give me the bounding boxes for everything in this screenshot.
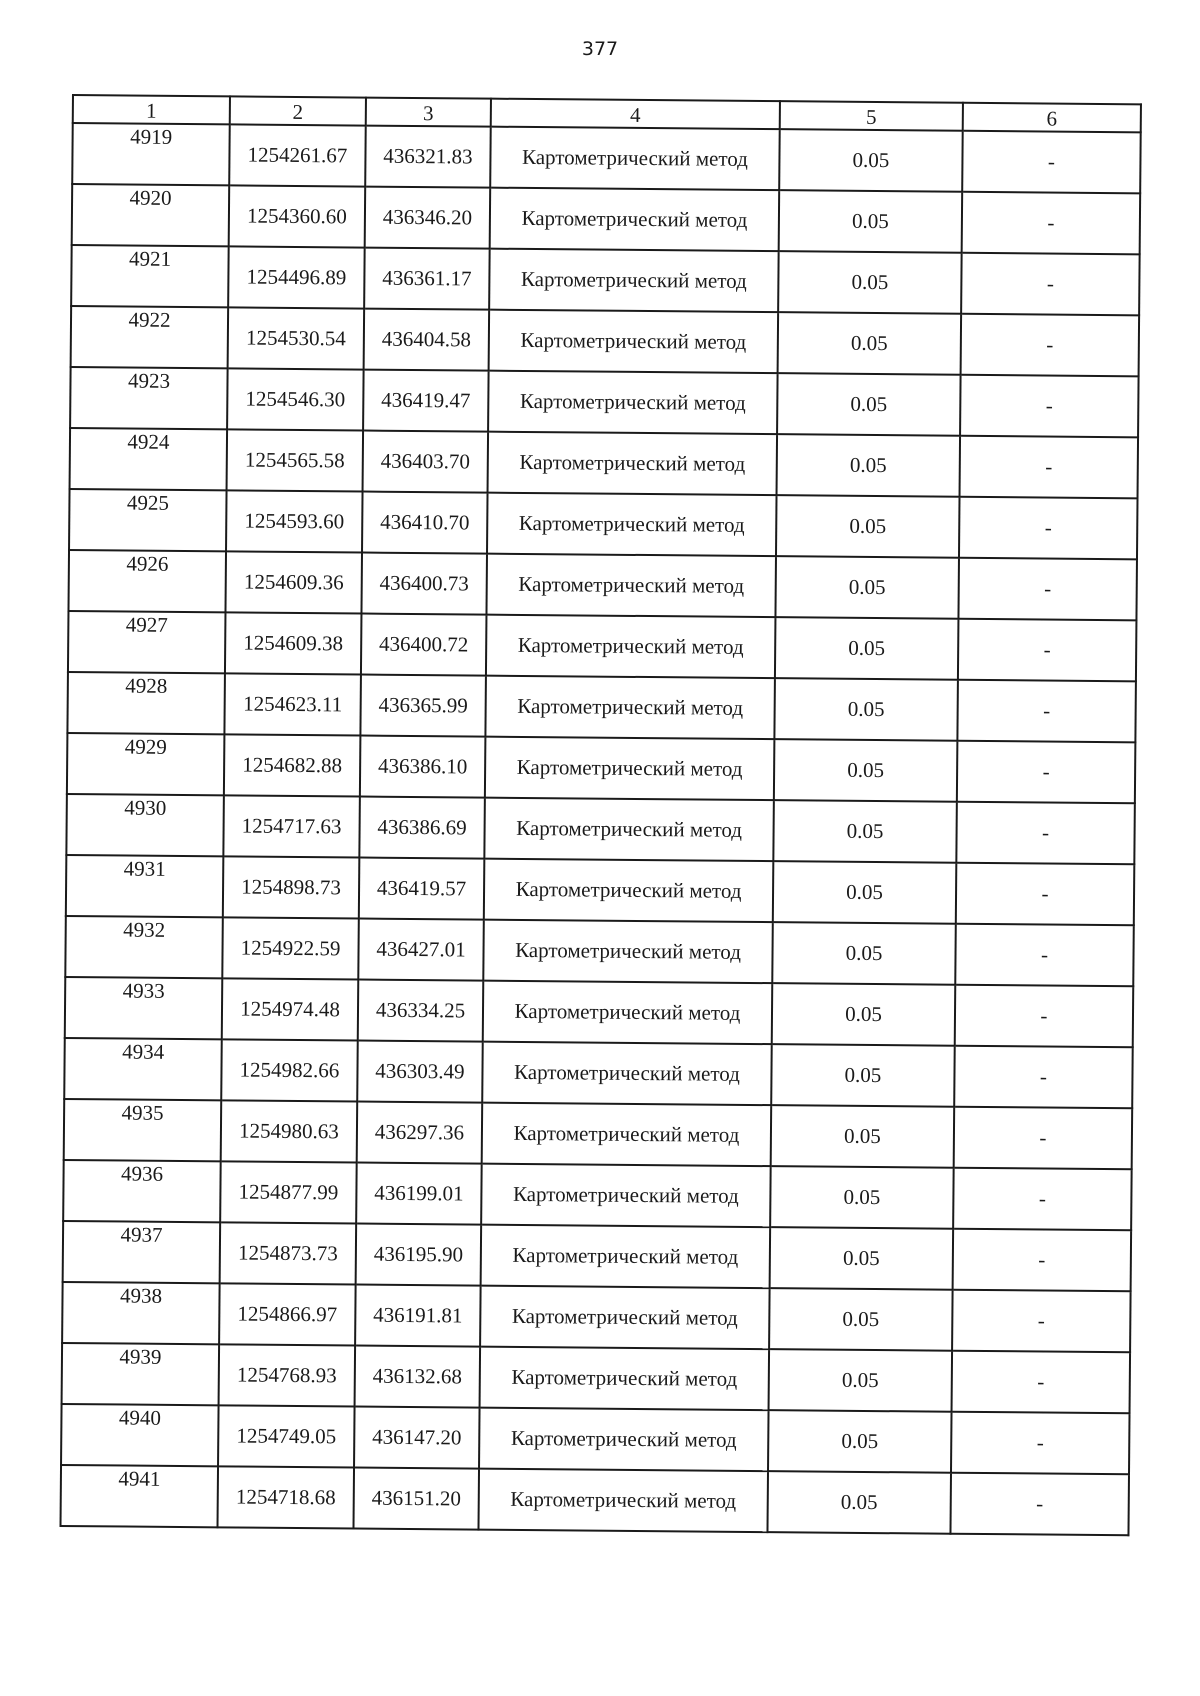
method-cell: Картометрический метод [488, 371, 778, 435]
point-number-cell: 4929 [67, 733, 225, 795]
point-number-cell: 4930 [66, 794, 224, 856]
accuracy-cell: 0.05 [773, 800, 957, 863]
y-coordinate-cell: 436147.20 [354, 1407, 480, 1469]
method-cell: Картометрический метод [483, 920, 773, 984]
x-coordinate-cell: 1254261.67 [229, 124, 366, 186]
x-coordinate-cell: 1254898.73 [223, 856, 360, 918]
table-row [65, 977, 1133, 1047]
y-coordinate-cell: 436386.69 [359, 797, 485, 859]
method-cell: Картометрический метод [489, 310, 779, 374]
point-number-cell: 4922 [71, 306, 229, 368]
method-cell: Картометрический метод [481, 1225, 771, 1289]
note-cell: - [955, 985, 1134, 1048]
table-row [64, 1038, 1132, 1108]
point-number-cell: 4927 [68, 611, 226, 673]
point-number-cell: 4923 [70, 367, 228, 429]
accuracy-cell: 0.05 [778, 251, 962, 314]
x-coordinate-cell: 1254877.99 [220, 1161, 357, 1223]
note-cell: - [954, 1046, 1133, 1109]
method-cell: Картометрический метод [485, 737, 775, 801]
accuracy-cell: 0.05 [776, 495, 960, 558]
method-cell: Картометрический метод [490, 188, 780, 252]
table-row [66, 855, 1134, 925]
table-row [69, 489, 1137, 559]
method-cell: Картометрический метод [484, 798, 774, 862]
note-cell: - [957, 680, 1136, 743]
y-coordinate-cell: 436346.20 [365, 187, 491, 249]
point-number-cell: 4919 [72, 123, 230, 185]
method-cell: Картометрический метод [482, 1042, 772, 1106]
method-cell: Картометрический метод [478, 1469, 768, 1533]
point-number-cell: 4941 [61, 1465, 219, 1527]
note-cell: - [960, 436, 1139, 499]
point-number-cell: 4938 [62, 1282, 220, 1344]
x-coordinate-cell: 1254866.97 [219, 1283, 356, 1345]
column-header: 4 [491, 99, 780, 130]
y-coordinate-cell: 436297.36 [357, 1102, 483, 1164]
x-coordinate-cell: 1254922.59 [222, 917, 359, 979]
method-cell: Картометрический метод [482, 1103, 772, 1167]
table-row [63, 1221, 1131, 1291]
accuracy-cell: 0.05 [772, 922, 956, 985]
y-coordinate-cell: 436410.70 [362, 492, 488, 554]
method-cell: Картометрический метод [484, 859, 774, 923]
x-coordinate-cell: 1254980.63 [221, 1100, 358, 1162]
method-cell: Картометрический метод [489, 249, 779, 313]
column-header: 5 [780, 101, 963, 131]
x-coordinate-cell: 1254360.60 [229, 185, 366, 247]
y-coordinate-cell: 436365.99 [360, 675, 486, 737]
table-row [71, 245, 1139, 315]
table-row [66, 794, 1134, 864]
point-number-cell: 4933 [65, 977, 223, 1039]
table-row [70, 428, 1138, 498]
accuracy-cell: 0.05 [777, 373, 961, 436]
table-row [70, 367, 1138, 437]
note-cell: - [956, 863, 1135, 926]
y-coordinate-cell: 436403.70 [363, 431, 489, 493]
point-number-cell: 4928 [67, 672, 225, 734]
point-number-cell: 4935 [64, 1099, 222, 1161]
point-number-cell: 4936 [63, 1160, 221, 1222]
table-row [72, 184, 1140, 254]
coordinate-table [59, 94, 1141, 1536]
accuracy-cell: 0.05 [775, 617, 959, 680]
y-coordinate-cell: 436195.90 [356, 1224, 482, 1286]
table-row [67, 733, 1135, 803]
note-cell: - [960, 375, 1139, 438]
method-cell: Картометрический метод [480, 1347, 770, 1411]
note-cell: - [962, 131, 1141, 194]
accuracy-cell: 0.05 [777, 434, 961, 497]
point-number-cell: 4937 [63, 1221, 221, 1283]
method-cell: Картометрический метод [483, 981, 773, 1045]
table-row [63, 1160, 1131, 1230]
accuracy-cell: 0.05 [775, 556, 959, 619]
method-cell: Картометрический метод [481, 1164, 771, 1228]
y-coordinate-cell: 436386.10 [360, 736, 486, 798]
note-cell: - [950, 1473, 1129, 1536]
accuracy-cell: 0.05 [770, 1227, 954, 1290]
point-number-cell: 4932 [65, 916, 223, 978]
note-cell: - [957, 741, 1136, 804]
accuracy-cell: 0.05 [779, 129, 963, 192]
column-header: 2 [230, 96, 366, 125]
x-coordinate-cell: 1254609.36 [225, 551, 362, 613]
accuracy-cell: 0.05 [769, 1288, 953, 1351]
table-row [72, 123, 1140, 193]
x-coordinate-cell: 1254530.54 [228, 307, 365, 369]
x-coordinate-cell: 1254565.58 [227, 429, 364, 491]
x-coordinate-cell: 1254717.63 [223, 795, 360, 857]
accuracy-cell: 0.05 [771, 1044, 955, 1107]
method-cell: Картометрический метод [480, 1286, 770, 1350]
note-cell: - [959, 497, 1138, 560]
note-cell: - [962, 192, 1141, 255]
note-cell: - [953, 1168, 1132, 1231]
x-coordinate-cell: 1254546.30 [227, 368, 364, 430]
method-cell: Картометрический метод [479, 1408, 769, 1472]
y-coordinate-cell: 436419.47 [363, 370, 489, 432]
column-header: 3 [366, 98, 491, 127]
y-coordinate-cell: 436400.73 [361, 553, 487, 615]
y-coordinate-cell: 436419.57 [359, 858, 485, 920]
column-header: 1 [73, 95, 230, 124]
note-cell: - [961, 314, 1140, 377]
table-row [64, 1099, 1132, 1169]
accuracy-cell: 0.05 [778, 312, 962, 375]
x-coordinate-cell: 1254718.68 [217, 1466, 354, 1528]
point-number-cell: 4939 [62, 1343, 220, 1405]
x-coordinate-cell: 1254974.48 [222, 978, 359, 1040]
point-number-cell: 4924 [70, 428, 228, 490]
table-row [62, 1343, 1130, 1413]
table-row [68, 550, 1136, 620]
x-coordinate-cell: 1254682.88 [224, 734, 361, 796]
x-coordinate-cell: 1254609.38 [225, 612, 362, 674]
y-coordinate-cell: 436132.68 [355, 1346, 481, 1408]
page-number: 377 [581, 38, 619, 60]
note-cell: - [954, 1107, 1133, 1170]
accuracy-cell: 0.05 [773, 861, 957, 924]
point-number-cell: 4931 [66, 855, 224, 917]
accuracy-cell: 0.05 [770, 1166, 954, 1229]
x-coordinate-cell: 1254768.93 [219, 1344, 356, 1406]
point-number-cell: 4934 [64, 1038, 222, 1100]
table-row [67, 672, 1135, 742]
accuracy-cell: 0.05 [769, 1349, 953, 1412]
accuracy-cell: 0.05 [767, 1471, 951, 1534]
table-row [61, 1404, 1129, 1474]
x-coordinate-cell: 1254496.89 [228, 246, 365, 308]
point-number-cell: 4921 [71, 245, 229, 307]
x-coordinate-cell: 1254982.66 [221, 1039, 358, 1101]
note-cell: - [952, 1351, 1131, 1414]
table-row [65, 916, 1133, 986]
point-number-cell: 4920 [72, 184, 230, 246]
y-coordinate-cell: 436303.49 [357, 1041, 483, 1103]
coordinate-table-sheet [59, 94, 1139, 1536]
y-coordinate-cell: 436191.81 [355, 1285, 481, 1347]
note-cell: - [956, 802, 1135, 865]
note-cell: - [952, 1290, 1131, 1353]
accuracy-cell: 0.05 [779, 190, 963, 253]
accuracy-cell: 0.05 [774, 678, 958, 741]
accuracy-cell: 0.05 [771, 1105, 955, 1168]
y-coordinate-cell: 436321.83 [365, 126, 491, 188]
x-coordinate-cell: 1254873.73 [220, 1222, 357, 1284]
x-coordinate-cell: 1254623.11 [224, 673, 361, 735]
column-header: 6 [963, 103, 1141, 133]
table-row [68, 611, 1136, 681]
table-row [71, 306, 1139, 376]
accuracy-cell: 0.05 [774, 739, 958, 802]
method-cell: Картометрический метод [486, 615, 776, 679]
y-coordinate-cell: 436427.01 [358, 919, 484, 981]
method-cell: Картометрический метод [490, 127, 780, 191]
note-cell: - [953, 1229, 1132, 1292]
y-coordinate-cell: 436334.25 [358, 980, 484, 1042]
x-coordinate-cell: 1254749.05 [218, 1405, 355, 1467]
note-cell: - [961, 253, 1140, 316]
method-cell: Картометрический метод [486, 554, 776, 618]
y-coordinate-cell: 436400.72 [361, 614, 487, 676]
method-cell: Картометрический метод [485, 676, 775, 740]
method-cell: Картометрический метод [488, 432, 778, 496]
note-cell: - [958, 558, 1137, 621]
y-coordinate-cell: 436151.20 [353, 1468, 479, 1530]
x-coordinate-cell: 1254593.60 [226, 490, 363, 552]
method-cell: Картометрический метод [487, 493, 777, 557]
table-row [62, 1282, 1130, 1352]
table-row [61, 1465, 1129, 1535]
note-cell: - [955, 924, 1134, 987]
note-cell: - [958, 619, 1137, 682]
note-cell: - [951, 1412, 1130, 1475]
table-body [61, 123, 1141, 1535]
point-number-cell: 4926 [68, 550, 226, 612]
y-coordinate-cell: 436404.58 [364, 309, 490, 371]
y-coordinate-cell: 436199.01 [356, 1163, 482, 1225]
y-coordinate-cell: 436361.17 [364, 248, 490, 310]
accuracy-cell: 0.05 [772, 983, 956, 1046]
point-number-cell: 4940 [61, 1404, 219, 1466]
accuracy-cell: 0.05 [768, 1410, 952, 1473]
point-number-cell: 4925 [69, 489, 227, 551]
